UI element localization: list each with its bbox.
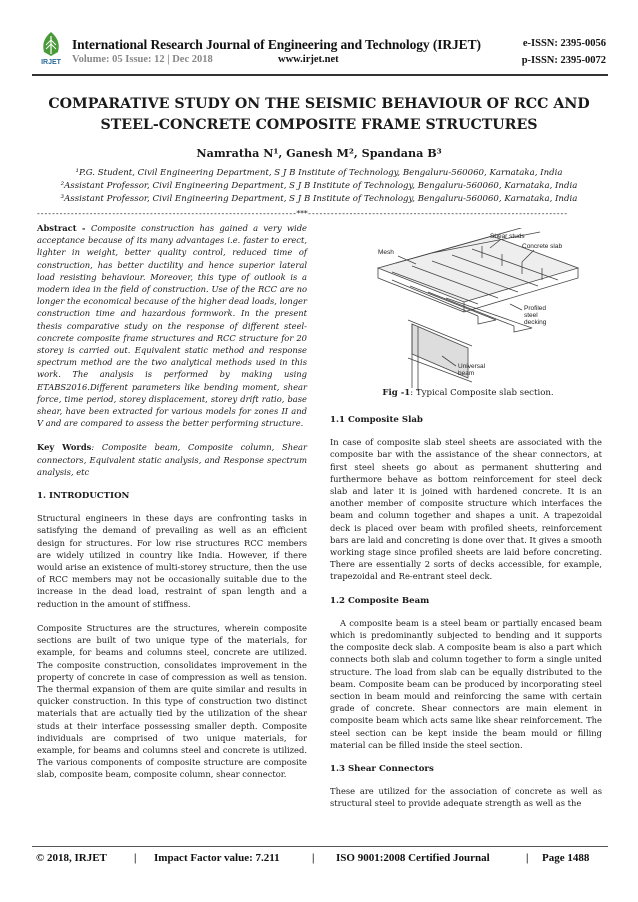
footer-iso: ISO 9001:2008 Certified Journal bbox=[336, 852, 490, 864]
volume-issue: Volume: 05 Issue: 12 | Dec 2018 bbox=[72, 54, 213, 65]
shear-connectors-text: These are utilized for the association of concrete as well as structural steel to provide adequate strength as well as the bbox=[330, 786, 602, 809]
footer-divider-1: | bbox=[134, 852, 137, 864]
paper-authors: Namratha N¹, Ganesh M², Spandana B³ bbox=[196, 146, 442, 160]
composite-beam-text: A composite beam is a steel beam or partially encased beam which is predominantly subjected to bending and it supports the composite deck slab. A composite beam is also a part which connects both slab and column together to form a single united structure. The load from slab can be equally distributed to the beam. Composite beam can be produced by incorporating steel section in beam mould and reinforcing the same with certain grade of concrete. Shear connectors are main element in composite beam which acts same like shear reinforcement. The steel section can be kept inside the beam mould or filling material can be filled inside the steel section. bbox=[330, 617, 602, 750]
footer-divider-3: | bbox=[526, 852, 529, 864]
affiliation-1: ¹P.G. Student, Civil Engineering Department, S J B Institute of Technology, Bengaluru-560060, Karnataka, India bbox=[75, 168, 563, 178]
right-column bbox=[330, 414, 602, 822]
composite-slab-figure bbox=[372, 228, 584, 398]
p-issn: p-ISSN: 2395-0072 bbox=[521, 55, 606, 66]
label-steel: steel bbox=[524, 312, 538, 319]
footer-rule bbox=[32, 846, 608, 847]
label-shear-studs: Shear studs bbox=[490, 233, 525, 240]
paper-title: COMPARATIVE STUDY ON THE SEISMIC BEHAVIOUR OF RCC AND STEEL-CONCRETE COMPOSITE FRAME STRUCTURES bbox=[48, 96, 590, 133]
abstract bbox=[37, 222, 307, 429]
logo-text: IRJET bbox=[41, 59, 61, 66]
journal-header bbox=[36, 30, 606, 72]
affiliation-2: ²Assistant Professor, Civil Engineering Department, S J B Institute of Technology, Bengaluru-560060, Karnataka, India bbox=[60, 181, 578, 191]
label-universal: Universal bbox=[458, 363, 486, 370]
shear-connectors-heading: 1.3 Shear Connectors bbox=[330, 764, 434, 775]
intro-heading: 1. INTRODUCTION bbox=[37, 491, 130, 502]
label-profiled: Profiled bbox=[524, 305, 547, 312]
journal-website-link[interactable]: www.irjet.net bbox=[278, 54, 339, 65]
figure-caption bbox=[330, 388, 606, 398]
figure-caption-text: : Typical Composite slab section. bbox=[410, 388, 554, 398]
label-concrete-slab: Concrete slab bbox=[522, 243, 563, 250]
e-issn: e-ISSN: 2395-0056 bbox=[522, 38, 606, 49]
label-decking: decking bbox=[524, 319, 547, 326]
section-separator: ---------------------------------------------------------------------***--------------------------------------------------------------------- bbox=[36, 209, 568, 218]
irjet-logo-icon bbox=[36, 30, 66, 66]
intro-paragraph-1: Structural engineers in these days are confronting tasks in satisfying the demand of prevailing as well as an efficient design for structures. For low rise structures RCC members are widely utilized in country like India. However, if there would arise an existence of multi-storey structure, then the use of RCC members may not be occasionally suitable due to the increase in the dead load, restraint of span length and a reduction in the amount of stiffness. bbox=[37, 513, 307, 609]
footer-copyright: © 2018, IRJET bbox=[36, 852, 107, 864]
journal-name: International Research Journal of Engineering and Technology (IRJET) bbox=[72, 37, 481, 52]
composite-beam-heading: 1.2 Composite Beam bbox=[330, 595, 430, 606]
label-mesh: Mesh bbox=[378, 249, 394, 256]
intro-paragraph-2: Composite Structures are the structures, wherein composite sections are built of two unique type of the materials, for example, for beams and columns steel, concrete are utilized. The composite construction, consolidates improvement in the property of concrete in case of compression as well as tension. The thermal expansion of them are quite similar and results in quicker construction. In this type of construction two distinct materials that are actually tied by the utilization of the shear studs at their interface possessing smaller depth. Composite individuals are comprised of two unique materials, for example, for beams and columns steel and concrete is utilized. The various components of composite structure are composite slab, composite beam, composite column, shear connector. bbox=[37, 622, 307, 780]
composite-slab-heading: 1.1 Composite Slab bbox=[330, 415, 423, 425]
abstract-text: Composite construction has gained a very wide acceptance because of its many advantages i.e. faster to erect, lighter in weight, better quality control, reduced time of construction, has better ductility and hence superior lateral load resisting behaviour. Moreover, this type of outlook is a modern idea in the field of construction. Use of the RCC are no longer the economical because of the higher dead loads, longer construction time and hazardous formwork. In the present thesis comparative study on the response of different steel-concrete composite frame structures and RCC structure for 20 storey is carried out. Equivalent static method and response spectrum method are the two analytical methods used in this work. The analysis is performed by making using ETABS2016.Different parameters like bending moment, shear force, time period, storey displacement, storey drift ratio, base shear, have been extracted for various models for zones II and V and are compared to assess the better performing structure. bbox=[37, 223, 307, 429]
left-column bbox=[37, 222, 307, 793]
composite-slab-text: In case of composite slab steel sheets are associated with the composite bar with the assistance of the shear connectors, at first steel sheets go about as permanent shuttering and furthermore behave as bottom reinforcement for steel deck slab and later it is joined with hardened concrete. It is an another member of composite structure which interfaces the beam and column together and shapes a unit. A trapezoidal deck is placed over beam with profiled sheets, reinforcement bars are laid and concreting is done over that. It gives a smooth working stage since profiled sheets are laid before concreting. There are essentially 2 sorts of decks accessible, for example, trapezoidal and Re-entrant steel deck. bbox=[330, 437, 602, 582]
footer-impact-factor: Impact Factor value: 7.211 bbox=[154, 852, 280, 864]
label-beam: beam bbox=[458, 370, 475, 377]
header-rule bbox=[32, 74, 608, 76]
footer-divider-2: | bbox=[312, 852, 315, 864]
keywords-text: : Composite beam, Composite column, Shear connectors, Equivalent static analysis, and Response spectrum analysis, etc bbox=[37, 442, 307, 477]
keywords-label: Key Words bbox=[37, 442, 92, 453]
abstract-label: Abstract - bbox=[37, 223, 91, 233]
keywords bbox=[37, 441, 307, 478]
footer-page-number: Page 1488 bbox=[542, 852, 590, 864]
affiliation-3: ³Assistant Professor, Civil Engineering Department, S J B Institute of Technology, Bengaluru-560060, Karnataka, India bbox=[60, 194, 578, 204]
figure-caption-label: Fig -1 bbox=[382, 388, 411, 398]
